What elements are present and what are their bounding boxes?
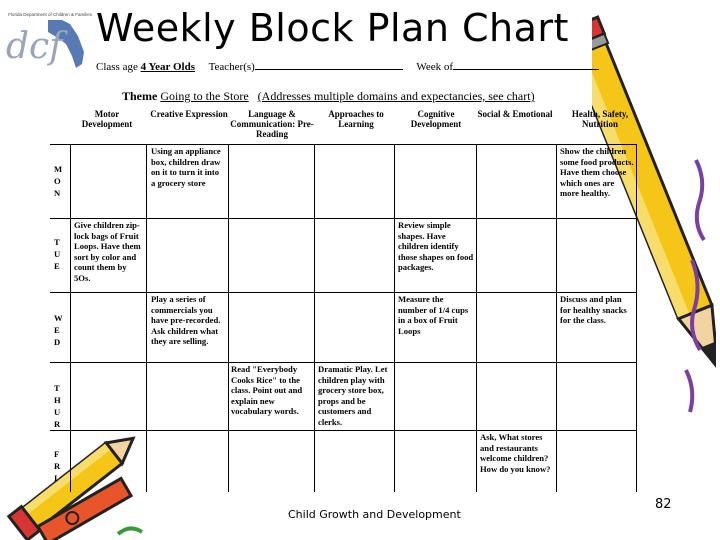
day-letter: E [54, 325, 60, 335]
day-letter: T [54, 383, 60, 393]
pencil-clipart-icon [592, 0, 716, 420]
day-letter: D [54, 337, 61, 347]
day-label-tue [54, 236, 60, 272]
page-number: 82 [655, 497, 672, 512]
footer-text: Child Growth and Development [288, 508, 461, 521]
theme-note: (Addresses multiple domains and expectancies, see chart) [257, 89, 535, 103]
grid-line [556, 144, 557, 492]
grid-line [70, 144, 71, 492]
grid-line [636, 144, 637, 492]
column-header: Language & Communication: Pre-Reading [230, 109, 314, 139]
column-header: Motor Development [81, 109, 133, 129]
cell-thu-approaches: Dramatic Play. Let children play with grocery store box, props and be customers and clerks. [318, 364, 388, 427]
grid-line [50, 144, 636, 145]
cell-mon-creative: Using an appliance box, children draw on it to turn it into a grocery store [151, 146, 221, 188]
theme-line [122, 89, 535, 104]
cell-wed-cognitive: Measure the number of 1/4 cups in a box of Fruit Loops [398, 294, 469, 336]
grid-line [228, 144, 229, 492]
day-label-mon [54, 163, 62, 199]
grid-line [314, 144, 315, 492]
cell-wed-creative: Play a series of commercials you have pre-recorded. Ask children what they are selling. [151, 294, 221, 347]
day-letter: T [54, 237, 60, 247]
theme-value: Going to the Store [160, 89, 249, 103]
grid-line [50, 292, 636, 293]
cell-tue-motor: Give children zip-lock bags of Fruit Loops. Have them sort by color and count them by 5Os. [74, 220, 141, 283]
day-letter: O [54, 176, 61, 186]
dcf-logo-caption: Florida Department of Children & Families [8, 12, 92, 17]
cell-thu-language: Read "Everybody Cooks Rice" to the class. Point out and explain new vocabulary words. [231, 364, 303, 417]
day-letter: U [54, 407, 61, 417]
theme-label: Theme [122, 89, 158, 103]
page-title: Weekly Block Plan Chart [96, 6, 569, 50]
grid-line [50, 362, 636, 363]
teacher-label: Teacher(s) [208, 61, 255, 73]
grid-line [394, 144, 395, 492]
grid-line [476, 144, 477, 492]
week-label: Week of [416, 61, 454, 73]
day-letter: N [54, 188, 61, 198]
dcf-logo-text: dcf [6, 26, 63, 67]
cell-tue-cognitive: Review simple shapes. Have children identify those shapes on food packages. [398, 220, 474, 273]
day-label-wed [54, 312, 63, 348]
day-letter: R [54, 419, 61, 429]
column-header: Cognitive Development [410, 109, 462, 129]
dcf-logo [2, 12, 90, 78]
day-letter: W [54, 313, 63, 323]
day-label-thu [54, 382, 61, 430]
day-letter: F [54, 449, 60, 459]
cell-wed-health: Discuss and plan for healthy snacks for the class. [560, 294, 627, 326]
day-letter: M [54, 164, 63, 174]
grid-line [146, 144, 147, 492]
teacher-blank[interactable] [255, 59, 403, 70]
cell-fri-health: Ask, What stores and restaurants welcome children? How do you know? [480, 432, 551, 474]
class-age-label: Class age [96, 61, 138, 73]
grid-line [50, 218, 636, 219]
column-header: Social & Emotional [477, 109, 553, 119]
column-header: Health, Safety, Nutrition [571, 109, 629, 129]
week-blank[interactable] [453, 59, 599, 70]
day-letter: H [54, 395, 61, 405]
day-letter: I [54, 473, 58, 483]
grid-line [50, 430, 636, 431]
day-letter: E [54, 261, 60, 271]
crayon-clipart-icon [0, 434, 160, 540]
day-label-fri [54, 448, 60, 484]
day-letter: R [54, 461, 61, 471]
class-age-value: 4 Year Olds [140, 61, 196, 73]
column-header: Approaches to Learning [328, 109, 384, 129]
column-header: Creative Expression [150, 109, 228, 119]
plan-header [96, 59, 599, 73]
cell-mon-health: Show the children some food products. Have them choose which ones are more healthy. [560, 146, 634, 199]
day-letter: U [54, 249, 61, 259]
